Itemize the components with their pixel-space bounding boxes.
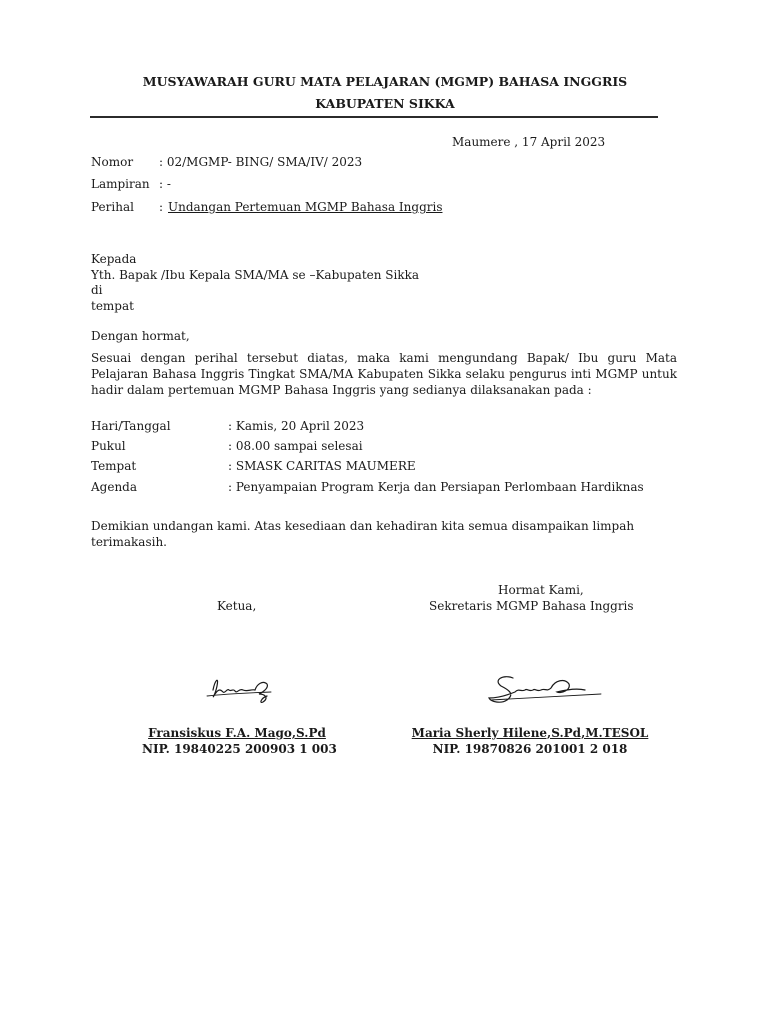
meta-nomor bbox=[91, 153, 362, 171]
recipient-line-2: Yth. Bapak /Ibu Kepala SMA/MA se –Kabupaten Sikka bbox=[91, 267, 420, 282]
detail-label: Pukul bbox=[91, 439, 126, 453]
perihal-value: Undangan Pertemuan MGMP Bahasa Inggris bbox=[168, 200, 443, 214]
left-signatory-role: Ketua, bbox=[217, 599, 257, 613]
detail-label: Hari/Tanggal bbox=[91, 419, 171, 433]
detail-row bbox=[91, 436, 363, 456]
perihal-colon: : bbox=[159, 200, 164, 214]
lampiran-label: Lampiran bbox=[91, 177, 150, 191]
left-signatory bbox=[142, 725, 337, 757]
detail-value: : Penyampaian Program Kerja dan Persiapan Perlombaan Hardiknas bbox=[228, 480, 644, 494]
detail-value: : 08.00 sampai selesai bbox=[228, 439, 363, 453]
lampiran-value: : - bbox=[159, 177, 171, 191]
header-divider bbox=[90, 116, 658, 118]
detail-row bbox=[91, 456, 416, 476]
right-signatory-nip: NIP. 19870826 201001 2 018 bbox=[432, 742, 628, 756]
place-date: Maumere , 17 April 2023 bbox=[452, 135, 606, 149]
recipient-line-3: di bbox=[91, 283, 103, 297]
right-signatory-role: Sekretaris MGMP Bahasa Inggris bbox=[429, 599, 634, 613]
left-signatory-nip: NIP. 19840225 200903 1 003 bbox=[142, 742, 337, 756]
nomor-value: : 02/MGMP- BING/ SMA/IV/ 2023 bbox=[159, 155, 363, 169]
greeting: Dengan hormat, bbox=[91, 329, 190, 343]
detail-value: : Kamis, 20 April 2023 bbox=[228, 419, 365, 433]
detail-row bbox=[91, 416, 364, 436]
letterhead-title: MUSYAWARAH GURU MATA PELAJARAN (MGMP) BAHASA INGGRIS bbox=[142, 74, 628, 89]
right-signatory bbox=[405, 725, 655, 757]
left-signatory-name: Fransiskus F.A. Mago,S.Pd bbox=[148, 726, 326, 740]
detail-value: : SMASK CARITAS MAUMERE bbox=[228, 459, 416, 473]
nomor-label: Nomor bbox=[91, 155, 134, 169]
recipient-block bbox=[91, 252, 419, 314]
detail-label: Tempat bbox=[91, 459, 137, 473]
meta-perihal bbox=[91, 198, 442, 216]
letterhead bbox=[90, 71, 680, 115]
left-signature-image bbox=[205, 670, 280, 710]
closing-paragraph: Demikian undangan kami. Atas kesediaan dan kehadiran kita semua disampaikan limpah terimakasih. bbox=[91, 519, 635, 549]
detail-row bbox=[91, 477, 644, 497]
recipient-line-4: tempat bbox=[91, 298, 134, 313]
body-paragraph: Sesuai dengan perihal tersebut diatas, maka kami mengundang Bapak/ Ibu guru Mata Pelajaran Bahasa Inggris Tingkat SMA/MA Kabupaten Sikka selaku pengurus inti MGMP untuk hadir dalam pertemuan MGMP Bahasa Inggris yang sedianya dilaksanakan pada : bbox=[91, 351, 677, 397]
detail-label: Agenda bbox=[91, 480, 138, 494]
meta-lampiran bbox=[91, 175, 171, 193]
right-signature-image bbox=[485, 668, 605, 710]
perihal-label: Perihal bbox=[91, 200, 134, 214]
salutation: Hormat Kami, bbox=[498, 583, 584, 597]
recipient-line-1: Kepada bbox=[91, 252, 137, 266]
right-signatory-name: Maria Sherly Hilene,S.Pd,M.TESOL bbox=[411, 726, 649, 740]
letterhead-subtitle: KABUPATEN SIKKA bbox=[315, 96, 455, 111]
